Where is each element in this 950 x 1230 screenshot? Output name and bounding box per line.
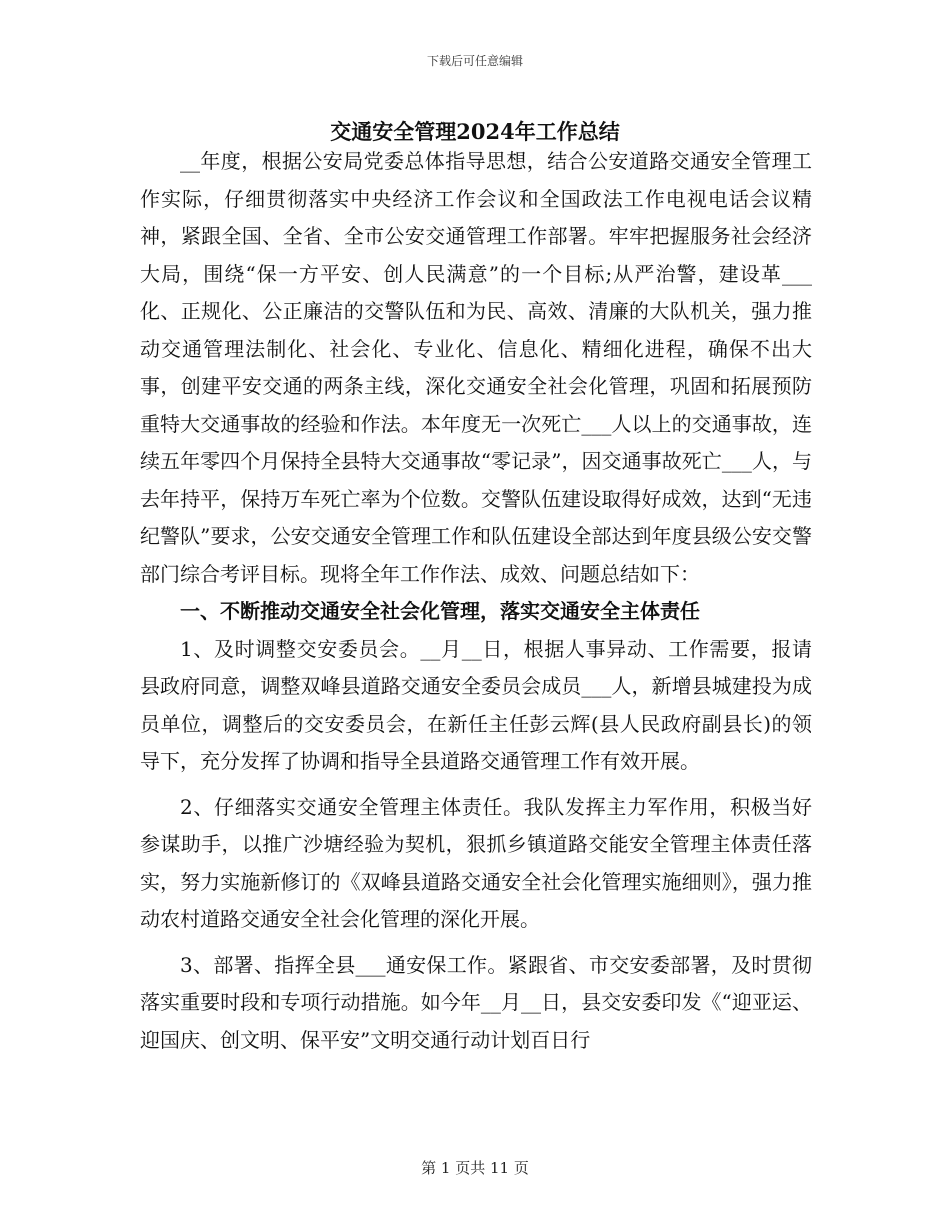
section-heading-1: 一、不断推动交通安全社会化管理，落实交通安全主体责任: [180, 599, 700, 623]
page-footer: 第 1 页共 11 页: [421, 1159, 529, 1177]
header-note: 下载后可任意编辑: [426, 54, 523, 68]
intro-paragraph: __年度，根据公安局党委总体指导思想，结合公安道路交通安全管理工作实际，仔细贯彻落实中央经济工作会议和全国政法工作电视电话会议精神，紧跟全国、全省、全市公安交通管理工作部署。牢牢把握服务社会经济大局，围绕“保一方平安、创人民满意”的一个目标;从严治警，建设革___化、正规化、公正廉洁的交警队伍和为民、高效、清廉的大队机关，强力推动交通管理法制化、社会化、专业化、信息化、精细化进程，确保不出大事，创建平安交通的两条主线，深化交通安全社会化管理，巩固和拓展预防重特大交通事故的经验和作法。本年度无一次死亡___人以上的交通事故，连续五年零四个月保持全县特大交通事故“零记录”，因交通事故死亡___人，与去年持平，保持万车死亡率为个位数。交警队伍建设取得好成效，达到“无违纪警队”要求，公安交通安全管理工作和队伍建设全部达到年度县级公安交警部门综合考评目标。现将全年工作作法、成效、问题总结如下：: [140, 149, 812, 586]
document-body: [140, 143, 812, 1059]
paragraph-item-3: 3、部署、指挥全县___通安保工作。紧跟省、市交安委部署，及时贯彻落实重要时段和专项行动措施。如今年__月__日，县交安委印发《“迎亚运、迎国庆、创文明、保平安”文明交通行动计划百日行: [140, 952, 812, 1052]
document-title: 交通安全管理2024年工作总结: [330, 119, 620, 144]
paragraph-item-1: 1、及时调整交安委员会。__月__日，根据人事异动、工作需要，报请县政府同意，调整双峰县道路交通安全委员会成员___人，新增县城建投为成员单位，调整后的交安委员会，在新任主任彭云辉(县人民政府副县长)的领导下，充分发挥了协调和指导全县道路交通管理工作有效开展。: [140, 636, 812, 773]
paragraph-item-2: 2、仔细落实交通安全管理主体责任。我队发挥主力军作用，积极当好参谋助手，以推广沙塘经验为契机，狠抓乡镇道路交能安全管理主体责任落实，努力实施新修订的《双峰县道路交通安全社会化管理实施细则》，强力推动农村道路交通安全社会化管理的深化开展。: [140, 794, 812, 931]
